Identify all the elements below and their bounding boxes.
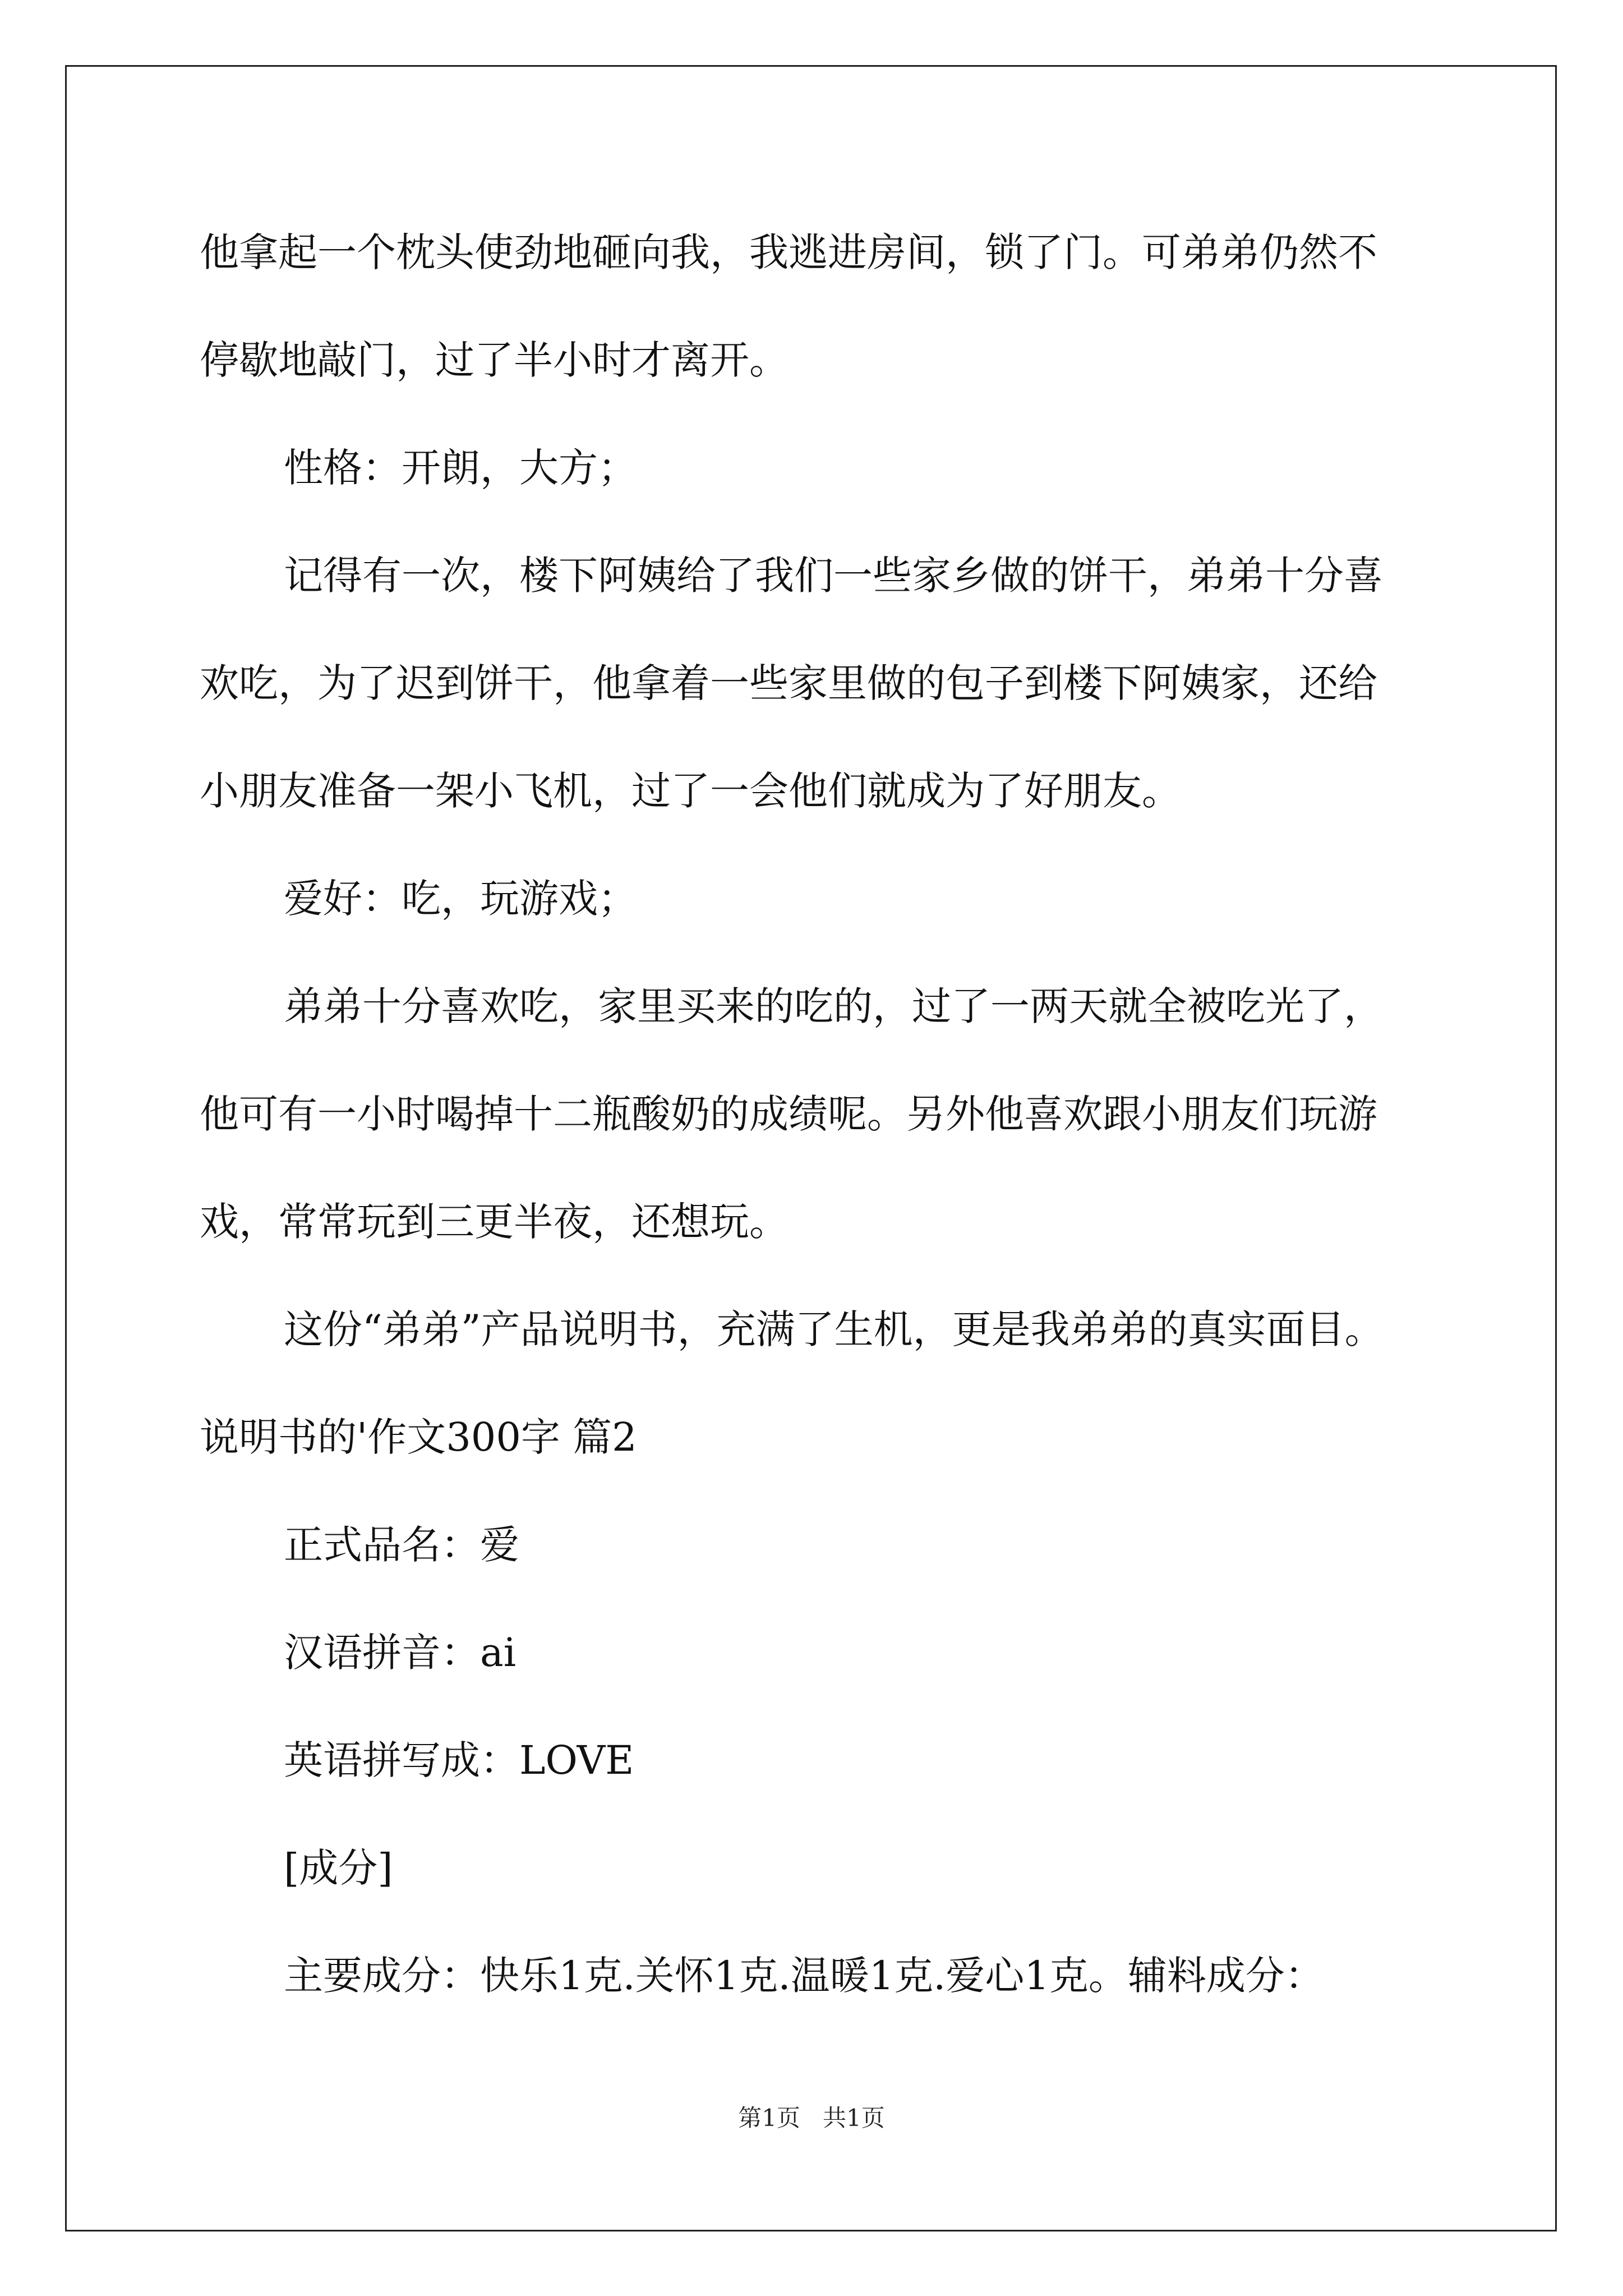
paragraph-line: 欢吃，为了迟到饼干，他拿着一些家里做的包子到楼下阿姨家，还给 [200,660,1377,706]
paragraph-line: 小朋友准备一架小飞机，过了一会他们就成为了好朋友。 [200,768,1181,814]
paragraph-line: 汉语拼音：ai [284,1630,517,1676]
paragraph-line: 他可有一小时喝掉十二瓶酸奶的成绩呢。另外他喜欢跟小朋友们玩游 [200,1091,1377,1137]
paragraph-line: 记得有一次，楼下阿姨给了我们一些家乡做的饼干，弟弟十分喜 [284,553,1383,599]
page-footer: 第1页 共1页 [738,2104,885,2132]
paragraph-line: 这份“弟弟”产品说明书，充满了生机，更是我弟弟的真实面目。 [284,1306,1384,1352]
paragraph-line: 弟弟十分喜欢吃，家里买来的吃的，过了一两天就全被吃光了， [284,983,1383,1029]
paragraph-line: 正式品名：爱 [284,1522,519,1568]
section-heading: 说明书的'作文300字 篇2 [200,1414,637,1460]
paragraph-line: 主要成分：快乐1克.关怀1克.温暖1克.爱心1克。辅料成分： [284,1953,1324,1999]
paragraph-line: 他拿起一个枕头使劲地砸向我，我逃进房间，锁了门。可弟弟仍然不 [200,229,1377,275]
paragraph-line: [成分] [284,1845,393,1891]
paragraph-line: 停歇地敲门，过了半小时才离开。 [200,337,789,383]
paragraph-line: 英语拼写成：LOVE [284,1737,634,1783]
page-border [65,65,1557,2231]
paragraph-line: 戏，常常玩到三更半夜，还想玩。 [200,1199,789,1245]
paragraph-line: 性格：开朗，大方； [284,445,637,491]
paragraph-line: 爱好：吃，玩游戏； [284,876,637,922]
